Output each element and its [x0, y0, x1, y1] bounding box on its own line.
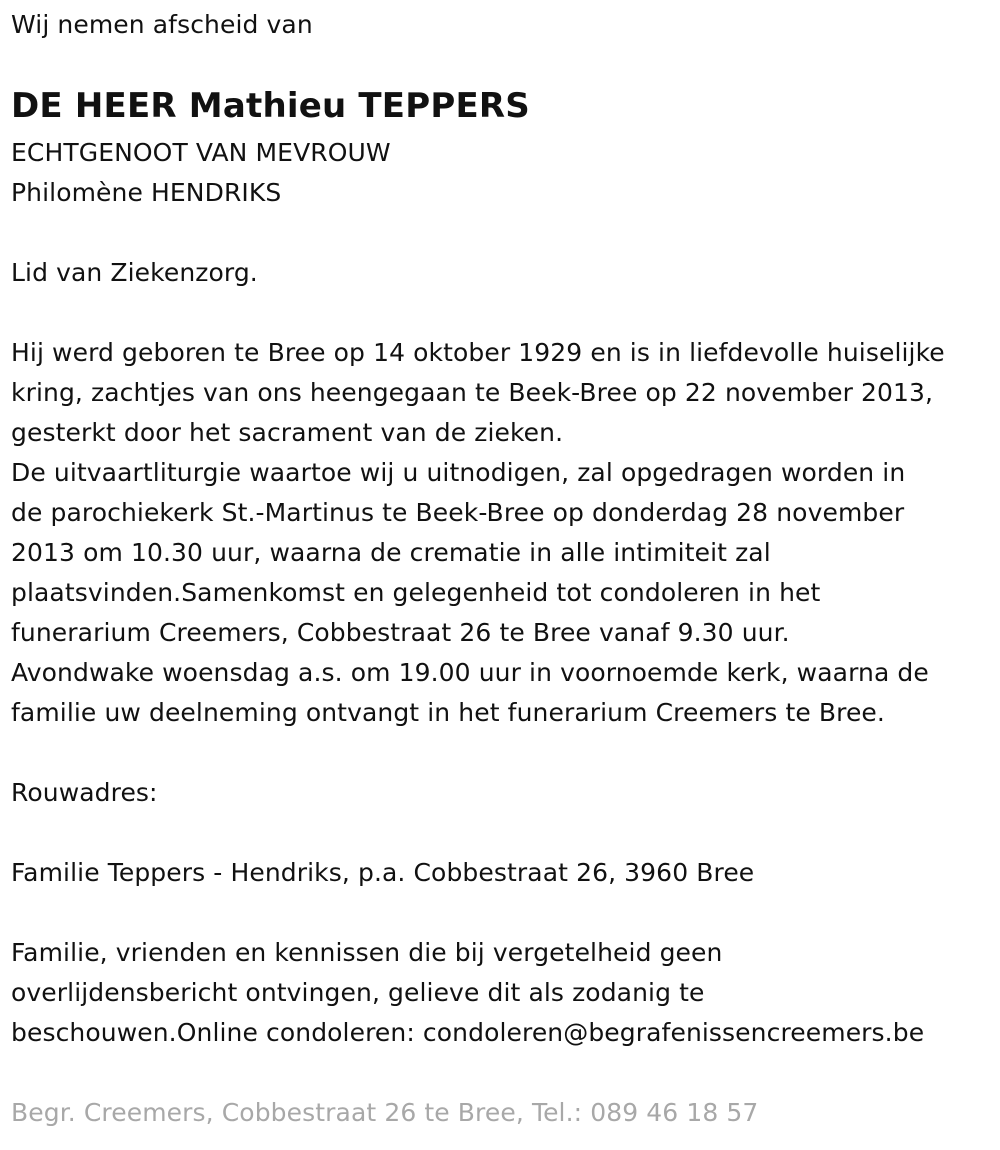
- closing-line: beschouwen.Online condoleren: condoleren@begrafenissencreemers.be: [11, 1018, 925, 1047]
- body-line: De uitvaartliturgie waartoe wij u uitnodigen, zal opgedragen worden in: [11, 458, 906, 487]
- body-line: familie uw deelneming ontvangt in het funerarium Creemers te Bree.: [11, 698, 885, 727]
- intro-text: Wij nemen afscheid van: [11, 10, 313, 39]
- deceased-name: DE HEER Mathieu TEPPERS: [11, 86, 530, 126]
- closing-line: overlijdensbericht ontvingen, gelieve dit als zodanig te: [11, 978, 705, 1007]
- body-line: funerarium Creemers, Cobbestraat 26 te Bree vanaf 9.30 uur.: [11, 618, 790, 647]
- body-line: Hij werd geboren te Bree op 14 oktober 1929 en is in liefdevolle huiselijke: [11, 338, 945, 367]
- closing-line: Familie, vrienden en kennissen die bij vergetelheid geen: [11, 938, 723, 967]
- spouse-line-1: ECHTGENOOT VAN MEVROUW: [11, 138, 391, 167]
- mourning-address: Familie Teppers - Hendriks, p.a. Cobbestraat 26, 3960 Bree: [11, 858, 755, 887]
- body-line: Avondwake woensdag a.s. om 19.00 uur in voornoemde kerk, waarna de: [11, 658, 929, 687]
- body-line: 2013 om 10.30 uur, waarna de crematie in alle intimiteit zal: [11, 538, 771, 567]
- address-label: Rouwadres:: [11, 778, 158, 807]
- body-line: kring, zachtjes van ons heengegaan te Beek-Bree op 22 november 2013,: [11, 378, 934, 407]
- body-line: de parochiekerk St.-Martinus te Beek-Bree op donderdag 28 november: [11, 498, 905, 527]
- body-line: gesterkt door het sacrament van de zieken.: [11, 418, 564, 447]
- funeral-home-footer: Begr. Creemers, Cobbestraat 26 te Bree, Tel.: 089 46 18 57: [11, 1098, 759, 1127]
- body-line: plaatsvinden.Samenkomst en gelegenheid tot condoleren in het: [11, 578, 821, 607]
- membership-text: Lid van Ziekenzorg.: [11, 258, 258, 287]
- spouse-line-2: Philomène HENDRIKS: [11, 178, 282, 207]
